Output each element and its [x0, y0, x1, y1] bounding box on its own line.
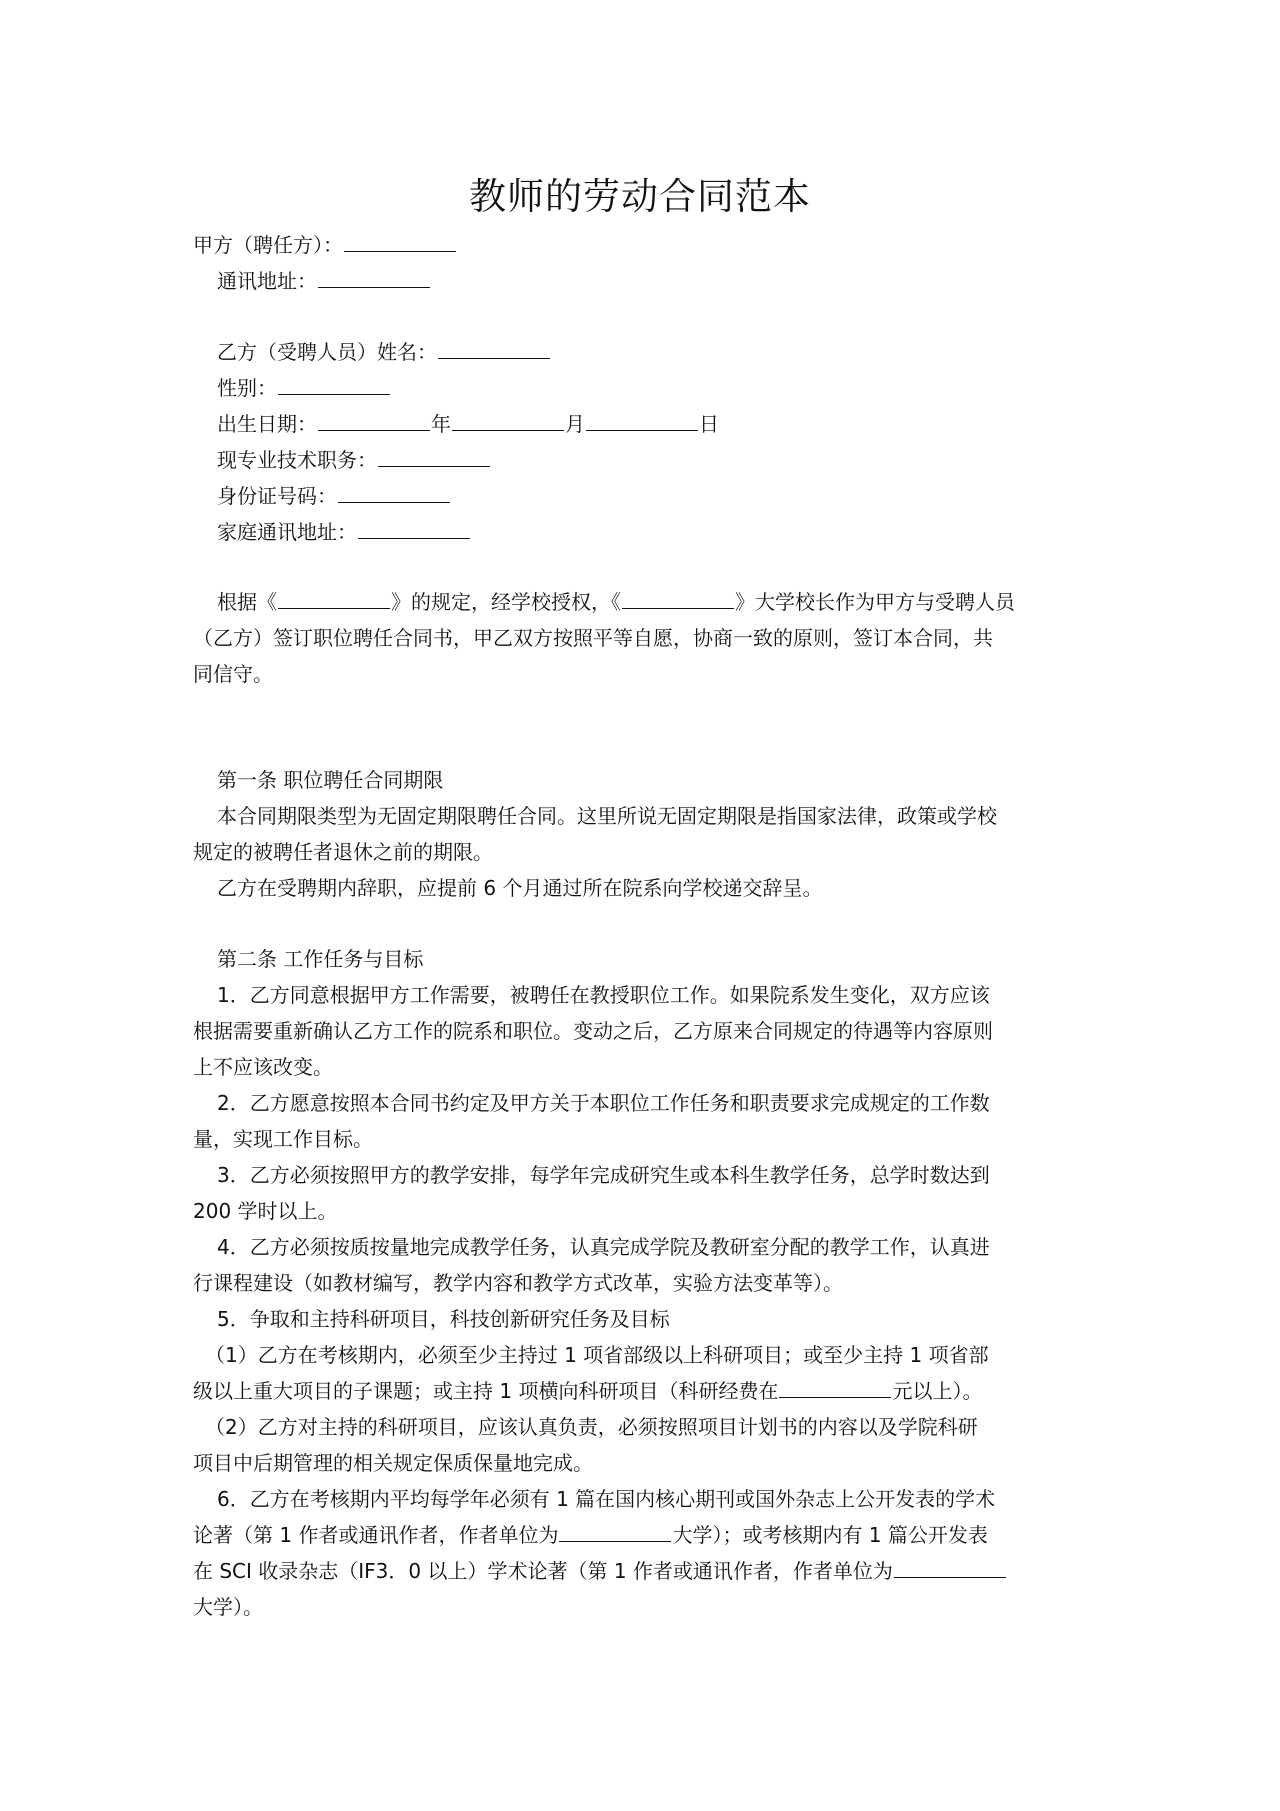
- article-2-item: 6．乙方在考核期内平均每学年必须有 1 篇在国内核心期刊或国外杂志上公开发表的学术: [217, 1487, 996, 1511]
- party-b-home-label: 家庭通讯地址：: [217, 520, 357, 544]
- article-1-heading: 第一条 职位聘任合同期限: [217, 768, 444, 792]
- month-label: 月: [565, 412, 585, 436]
- article-2-item: 5．争取和主持科研项目，科技创新研究任务及目标: [217, 1307, 670, 1331]
- party-a-line: [193, 227, 457, 263]
- item-text: 大学）；或考核期内有 1 篇公开发表: [672, 1523, 988, 1547]
- item-text: 论著（第 1 作者或通讯作者，作者单位为: [193, 1523, 559, 1547]
- intro-line-3: 同信守。: [193, 662, 273, 686]
- article-2-item: 3．乙方必须按照甲方的教学安排，每学年完成研究生或本科生教学任务，总学时数达到: [217, 1163, 990, 1187]
- article-2-item: 200 学时以上。: [193, 1199, 338, 1223]
- article-2-item: [193, 1517, 988, 1553]
- article-2-subitem: [193, 1373, 982, 1409]
- party-b-birth-line: [217, 406, 719, 442]
- item-text: 在 SCI 收录杂志（IF3．0 以上）学术论著（第 1 作者或通讯作者，作者单位为: [193, 1559, 893, 1583]
- intro-line-2: （乙方）签订职位聘任合同书，甲乙双方按照平等自愿，协商一致的原则，签订本合同，共: [193, 626, 993, 650]
- subitem-text: 元以上）。: [892, 1379, 983, 1403]
- party-b-title-line: [217, 442, 491, 478]
- article-2-item: 量，实现工作目标。: [193, 1127, 373, 1151]
- party-b-id-blank[interactable]: [338, 480, 450, 503]
- article-2-item: 大学）。: [193, 1595, 263, 1619]
- birth-month-blank[interactable]: [452, 408, 564, 431]
- author-unit-blank[interactable]: [559, 1519, 671, 1542]
- article-2-subitem: （2）乙方对主持的科研项目，应该认真负责，必须按照项目计划书的内容以及学院科研: [205, 1415, 978, 1439]
- party-b-gender-label: 性别：: [217, 376, 277, 400]
- party-b-home-blank[interactable]: [358, 516, 470, 539]
- party-b-gender-blank[interactable]: [278, 372, 390, 395]
- birth-year-blank[interactable]: [318, 408, 430, 431]
- document-title: 教师的劳动合同范本: [469, 175, 811, 218]
- article-2-item: [193, 1553, 1007, 1589]
- party-b-name-blank[interactable]: [438, 336, 550, 359]
- sci-author-unit-blank[interactable]: [894, 1555, 1006, 1578]
- party-b-title-label: 现专业技术职务：: [217, 448, 377, 472]
- party-b-id-label: 身份证号码：: [217, 484, 337, 508]
- year-label: 年: [431, 412, 451, 436]
- intro-line-1: [217, 584, 1015, 620]
- university-blank[interactable]: [622, 586, 734, 609]
- intro-text-1a: 根据《: [217, 590, 277, 614]
- article-1-text: 乙方在受聘期内辞职，应提前 6 个月通过所在院系向学校递交辞呈。: [217, 876, 823, 900]
- article-2-item: 上不应该改变。: [193, 1055, 333, 1079]
- regulation-blank[interactable]: [278, 586, 390, 609]
- intro-text-1c: 》大学校长作为甲方与受聘人员: [735, 590, 1015, 614]
- party-a-address-blank[interactable]: [318, 265, 430, 288]
- article-2-item: 根据需要重新确认乙方工作的院系和职位。变动之后，乙方原来合同规定的待遇等内容原则: [193, 1019, 993, 1043]
- funding-blank[interactable]: [779, 1375, 891, 1398]
- party-a-address-label: 通讯地址：: [217, 269, 317, 293]
- party-b-id-line: [217, 478, 451, 514]
- article-2-item: 4．乙方必须按质按量地完成教学任务，认真完成学院及教研室分配的教学工作，认真进: [217, 1235, 990, 1259]
- day-label: 日: [699, 412, 719, 436]
- article-2-item: 行课程建设（如教材编写，教学内容和教学方式改革，实验方法变革等）。: [193, 1271, 843, 1295]
- article-2-subitem: （1）乙方在考核期内，必须至少主持过 1 项省部级以上科研项目；或至少主持 1 项省部: [205, 1343, 989, 1367]
- party-b-name-line: [217, 334, 551, 370]
- party-a-address-line: [217, 263, 431, 299]
- party-b-name-label: 乙方（受聘人员）姓名：: [217, 340, 437, 364]
- party-b-title-blank[interactable]: [378, 444, 490, 467]
- party-a-blank[interactable]: [344, 229, 456, 252]
- article-2-subitem: 项目中后期管理的相关规定保质保量地完成。: [193, 1451, 593, 1475]
- article-2-item: 1．乙方同意根据甲方工作需要，被聘任在教授职位工作。如果院系发生变化，双方应该: [217, 983, 990, 1007]
- party-b-birth-label: 出生日期：: [217, 412, 317, 436]
- article-1-text: 规定的被聘任者退休之前的期限。: [193, 840, 493, 864]
- article-2-heading: 第二条 工作任务与目标: [217, 947, 424, 971]
- intro-text-1b: 》的规定，经学校授权，《: [391, 590, 621, 614]
- article-1-text: 本合同期限类型为无固定期限聘任合同。这里所说无固定期限是指国家法律，政策或学校: [217, 804, 997, 828]
- party-a-label: 甲方（聘任方）：: [193, 233, 343, 257]
- subitem-text: 级以上重大项目的子课题；或主持 1 项横向科研项目（科研经费在: [193, 1379, 779, 1403]
- party-b-gender-line: [217, 370, 391, 406]
- article-2-item: 2．乙方愿意按照本合同书约定及甲方关于本职位工作任务和职责要求完成规定的工作数: [217, 1091, 990, 1115]
- party-b-home-line: [217, 514, 471, 550]
- birth-day-blank[interactable]: [586, 408, 698, 431]
